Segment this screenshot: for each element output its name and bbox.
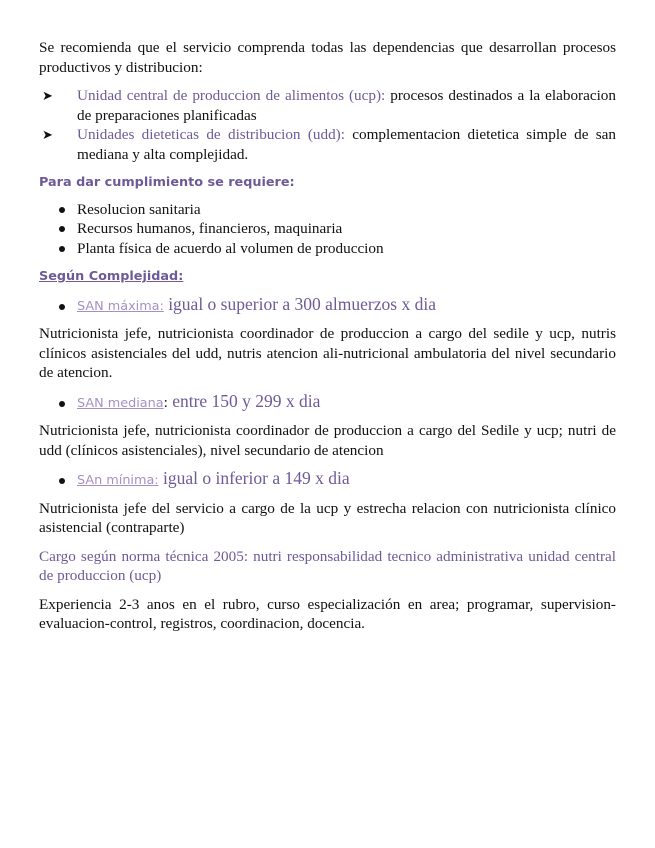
bullet-icon: [59, 304, 65, 310]
tier-san-maxima: [39, 295, 616, 317]
unit-term: Unidad central de produccion de alimentos (ucp):: [77, 87, 386, 104]
requirements-list: [39, 200, 616, 259]
bullet-icon: [59, 226, 65, 232]
bullet-icon: [59, 401, 65, 407]
tier-san-mediana: [39, 392, 616, 414]
requirement-text: Resolucion sanitaria: [77, 200, 201, 218]
tier-staff: Nutricionista jefe, nutricionista coordinador de produccion a cargo del Sedile y ucp; nutri de udd (clínicos asistenciales), nivel secundario de atencion: [39, 422, 616, 459]
intro-paragraph: Se recomienda que el servicio comprenda todas las dependencias que desarrollan procesos productivos y distribucion:: [39, 39, 616, 76]
unit-desc: complementacion dietetica simple de san mediana y alta complejidad.: [77, 126, 616, 163]
requirement-text: Planta física de acuerdo al volumen de produccion: [77, 239, 384, 257]
requirement-text: Recursos humanos, financieros, maquinaria: [77, 220, 343, 237]
units-list: [39, 86, 616, 164]
tier-desc: igual o superior a 300 almuerzos x dia: [163, 293, 436, 314]
tier-desc: entre 150 y 299 x dia: [167, 390, 321, 411]
bullet-icon: [59, 207, 65, 213]
list-item: [39, 86, 616, 125]
bullet-icon: [59, 478, 65, 484]
unit-term: Unidades dieteticas de distribucion (udd):: [77, 126, 345, 143]
tier-label: SAN mediana: [77, 395, 164, 411]
tier-staff: Nutricionista jefe del servicio a cargo de la ucp y estrecha relacion con nutricionista clínico asistencial (contraparte): [39, 499, 616, 536]
list-item: [39, 239, 616, 259]
requirements-heading: Para dar cumplimiento se requiere:: [39, 175, 295, 190]
arrow-bullet-icon: ➤: [42, 127, 53, 142]
complexity-heading: Según Complejidad:: [39, 269, 184, 284]
tier-staff: Nutricionista jefe, nutricionista coordinador de produccion a cargo del sedile y ucp, nutris clínicos asistenciales del udd, nutris atencion ali-nutricional ambulatoria del nivel secundario de atencion.: [39, 325, 616, 381]
tier-label: SAn mínima:: [77, 473, 159, 488]
list-item: [39, 125, 616, 164]
arrow-bullet-icon: ➤: [42, 88, 53, 103]
norm-paragraph: Cargo según norma técnica 2005: nutri responsabilidad tecnico administrativa unidad central de produccion (ucp): [39, 547, 616, 584]
tier-desc: igual o inferior a 149 x dia: [158, 468, 350, 488]
tier-san-minima: [39, 469, 616, 491]
bullet-icon: [59, 246, 65, 252]
tier-separator: :: [163, 393, 168, 411]
list-item: [39, 200, 616, 220]
document-page: [39, 38, 616, 634]
unit-desc: procesos destinados a la elaboracion de preparaciones planificadas: [77, 87, 616, 124]
experience-paragraph: Experiencia 2-3 anos en el rubro, curso especialización en area; programar, supervision-evaluacion-control, registros, coordinacion, docencia.: [39, 595, 616, 632]
list-item: [39, 219, 616, 239]
tier-label: SAN máxima:: [77, 298, 164, 314]
